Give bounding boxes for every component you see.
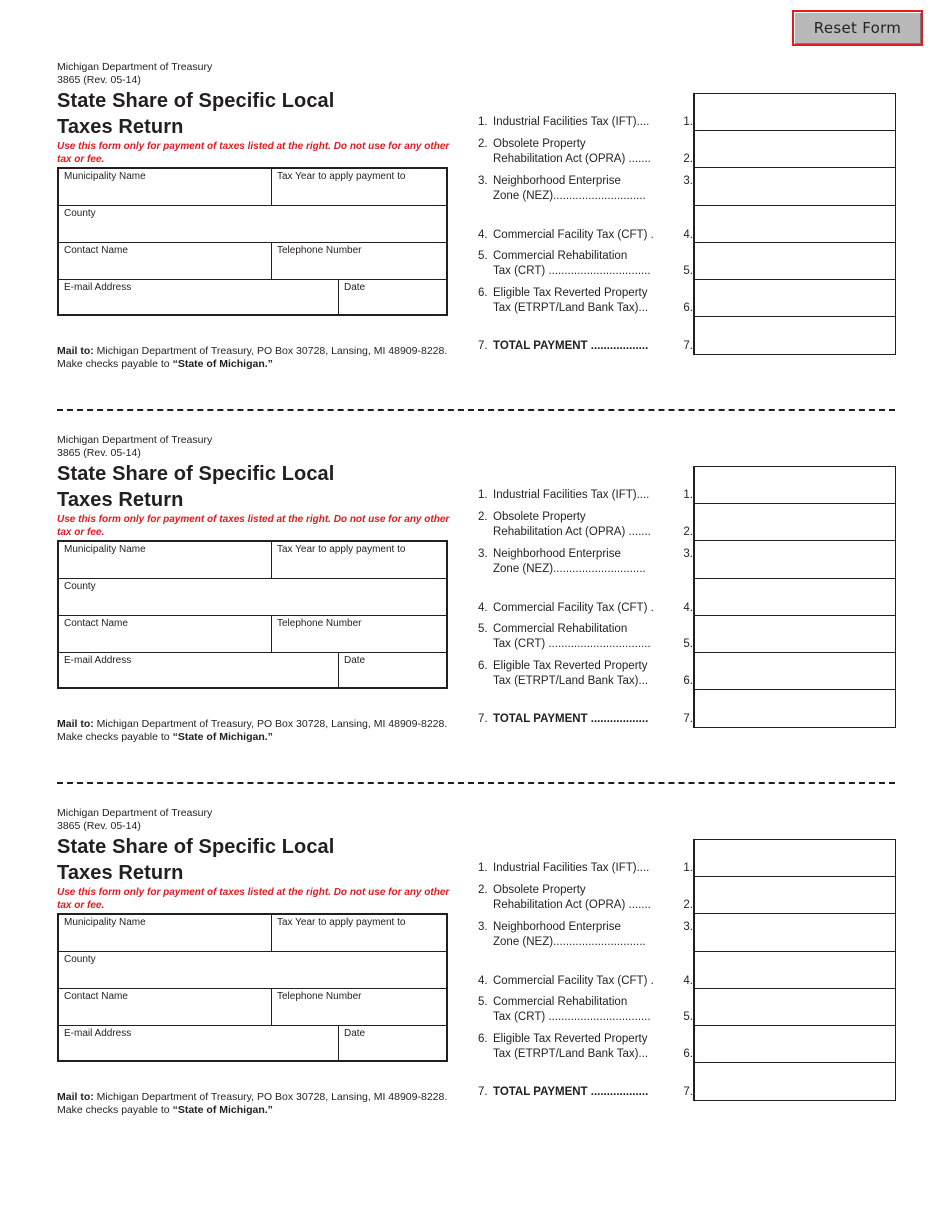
contact-name-label: Contact Name — [64, 618, 128, 629]
email-input[interactable] — [61, 294, 336, 314]
amount-cell — [695, 914, 895, 952]
tax-line-description — [493, 547, 673, 577]
contact-name-input[interactable] — [61, 630, 269, 650]
tax-line-6 — [478, 659, 693, 691]
county-input[interactable] — [61, 966, 444, 986]
tax-line-5 — [478, 249, 693, 281]
tax-line-ref-number: 4. — [683, 229, 693, 241]
tax-line-number: 5. — [478, 250, 488, 262]
mail-address: Michigan Department of Treasury, PO Box 30728, Lansing, MI 48909-8228. — [96, 345, 448, 357]
tax-line-description — [493, 1032, 673, 1062]
telephone-label: Telephone Number — [277, 245, 362, 256]
date-input[interactable] — [341, 667, 444, 687]
tax-line-text-1: Neighborhood Enterprise — [493, 175, 621, 187]
county-input[interactable] — [61, 593, 444, 613]
tax-line-text-2: Tax (ETRPT/Land Bank Tax)... — [493, 302, 649, 314]
tax-line-ref-number: 7. — [683, 340, 693, 352]
form-revision: 3865 (Rev. 05-14) — [57, 820, 141, 832]
tax-line-ref-number: 1. — [683, 862, 693, 874]
email-input[interactable] — [61, 667, 336, 687]
tax-year-input[interactable] — [274, 556, 444, 576]
email-input[interactable] — [61, 1040, 336, 1060]
tax-year-label: Tax Year to apply payment to — [277, 544, 406, 555]
tax-line-text-1: Industrial Facilities Tax (IFT).... — [493, 489, 650, 501]
tax-line-text-2: Tax (CRT) ................................ — [493, 265, 651, 277]
tax-line-text-1: Commercial Rehabilitation — [493, 250, 628, 262]
tax-line-text-2: Rehabilitation Act (OPRA) ....... — [493, 526, 651, 538]
tax-line-description — [493, 659, 673, 689]
tax-line-text-1: Industrial Facilities Tax (IFT).... — [493, 862, 650, 874]
tax-line-text-1: Obsolete Property — [493, 511, 586, 523]
tax-line-text-1: Eligible Tax Reverted Property — [493, 287, 648, 299]
tax-line-number: 4. — [478, 975, 488, 987]
cut-line-2 — [57, 782, 895, 784]
department-name: Michigan Department of Treasury — [57, 61, 213, 73]
telephone-input[interactable] — [274, 257, 444, 277]
mail-to-label: Mail to: — [57, 1091, 94, 1103]
tax-line-text-1: Neighborhood Enterprise — [493, 921, 621, 933]
amount-cell — [695, 1063, 895, 1102]
tax-line-ref-number: 6. — [683, 302, 693, 314]
tax-line-2 — [478, 510, 693, 542]
tax-line-description — [493, 1085, 673, 1100]
amount-column-rule — [693, 839, 695, 1101]
tax-line-3 — [478, 174, 693, 206]
tax-line-text-1: Obsolete Property — [493, 884, 586, 896]
municipality-label: Municipality Name — [64, 171, 146, 182]
tax-line-text-2: Tax (ETRPT/Land Bank Tax)... — [493, 1048, 649, 1060]
tax-line-number: 7. — [478, 1086, 488, 1098]
mail-to-line — [57, 718, 477, 731]
mail-to-label: Mail to: — [57, 345, 94, 357]
tax-line-description — [493, 339, 673, 354]
tax-line-description — [493, 712, 673, 727]
tax-line-description — [493, 601, 673, 616]
tax-line-description — [493, 137, 673, 167]
amount-cell — [695, 280, 895, 317]
tax-line-text-1: Commercial Facility Tax (CFT) . — [493, 975, 654, 987]
tax-line-number: 1. — [478, 862, 488, 874]
tax-line-description — [493, 228, 673, 243]
amount-cell — [695, 952, 895, 989]
tax-line-ref-number: 7. — [683, 713, 693, 725]
tax-amount-input-2[interactable] — [695, 504, 895, 540]
tax-line-text-1: Commercial Facility Tax (CFT) . — [493, 229, 654, 241]
reset-form-button[interactable]: Reset Form — [792, 10, 923, 46]
tax-line-7 — [478, 712, 693, 744]
total-payment-input[interactable] — [695, 1063, 895, 1102]
tax-line-number: 2. — [478, 138, 488, 150]
tax-amount-input-6[interactable] — [695, 1026, 895, 1062]
tax-line-description — [493, 488, 673, 503]
tax-amount-input-1[interactable] — [695, 467, 895, 503]
tax-line-2 — [478, 137, 693, 169]
tax-amount-input-5[interactable] — [695, 616, 895, 652]
tax-year-input[interactable] — [274, 183, 444, 203]
tax-line-2 — [478, 883, 693, 915]
tax-line-description — [493, 861, 673, 876]
mail-address: Michigan Department of Treasury, PO Box 30728, Lansing, MI 48909-8228. — [96, 718, 448, 730]
checks-payee: “State of Michigan.” — [172, 358, 273, 370]
tax-amount-input-1[interactable] — [695, 94, 895, 130]
tax-year-input[interactable] — [274, 929, 444, 949]
amount-column — [694, 93, 896, 355]
county-label: County — [64, 581, 96, 592]
tax-line-description — [493, 920, 673, 950]
tax-line-text-2: Zone (NEZ)............................. — [493, 936, 646, 948]
county-label: County — [64, 954, 96, 965]
usage-warning: Use this form only for payment of taxes listed at the right. Do not use for any other tax or fee. — [57, 514, 450, 538]
tax-line-text-1: Industrial Facilities Tax (IFT).... — [493, 116, 650, 128]
contact-name-label: Contact Name — [64, 991, 128, 1002]
amount-cell — [695, 504, 895, 541]
amount-column — [694, 839, 896, 1101]
tax-line-text-1: Commercial Rehabilitation — [493, 996, 628, 1008]
tax-line-number: 2. — [478, 511, 488, 523]
email-label: E-mail Address — [64, 655, 132, 666]
tax-amount-input-3[interactable] — [695, 168, 895, 205]
tax-line-text-2: Zone (NEZ)............................. — [493, 563, 646, 575]
amount-cell — [695, 579, 895, 616]
tax-line-ref-number: 3. — [683, 175, 693, 187]
tax-line-ref-number: 2. — [683, 153, 693, 165]
checks-payee: “State of Michigan.” — [172, 731, 273, 743]
amount-cell — [695, 1026, 895, 1063]
amount-column-rule — [693, 466, 695, 728]
tax-line-description — [493, 622, 673, 652]
amount-cell — [695, 243, 895, 280]
amount-column-rule — [693, 93, 695, 355]
date-input[interactable] — [341, 294, 444, 314]
tax-amount-input-2[interactable] — [695, 131, 895, 167]
contact-name-input[interactable] — [61, 1003, 269, 1023]
tax-line-number: 7. — [478, 340, 488, 352]
tax-line-ref-number: 6. — [683, 675, 693, 687]
checks-payable-text: Make checks payable to — [57, 731, 170, 743]
amount-cell — [695, 467, 895, 504]
tax-line-description — [493, 995, 673, 1025]
tax-line-text-2: Tax (CRT) ................................ — [493, 1011, 651, 1023]
department-name: Michigan Department of Treasury — [57, 807, 213, 819]
cut-line-1 — [57, 409, 895, 411]
form-revision: 3865 (Rev. 05-14) — [57, 447, 141, 459]
tax-line-7 — [478, 1085, 693, 1117]
contact-name-label: Contact Name — [64, 245, 128, 256]
municipality-label: Municipality Name — [64, 917, 146, 928]
tax-line-description — [493, 249, 673, 279]
tax-amount-input-3[interactable] — [695, 914, 895, 951]
tax-line-number: 2. — [478, 884, 488, 896]
form-title-line-2: Taxes Return — [57, 116, 184, 138]
amount-cell — [695, 168, 895, 206]
checks-payable-line — [57, 358, 477, 371]
date-label: Date — [344, 282, 366, 293]
telephone-label: Telephone Number — [277, 991, 362, 1002]
tax-line-number: 4. — [478, 229, 488, 241]
tax-line-text-1: TOTAL PAYMENT .................. — [493, 713, 649, 725]
tax-line-number: 6. — [478, 1033, 488, 1045]
telephone-input[interactable] — [274, 630, 444, 650]
tax-line-description — [493, 174, 673, 204]
taxpayer-info-box — [57, 540, 448, 689]
tax-line-6 — [478, 1032, 693, 1064]
checks-payee: “State of Michigan.” — [172, 1104, 273, 1116]
tax-line-ref-number: 3. — [683, 921, 693, 933]
tax-line-text-1: Obsolete Property — [493, 138, 586, 150]
amount-cell — [695, 840, 895, 877]
tax-line-ref-number: 3. — [683, 548, 693, 560]
tax-line-text-2: Rehabilitation Act (OPRA) ....... — [493, 899, 651, 911]
form-title-line-1: State Share of Specific Local — [57, 463, 335, 485]
municipality-name-input[interactable] — [61, 183, 269, 203]
tax-line-number: 5. — [478, 996, 488, 1008]
form-title-line-1: State Share of Specific Local — [57, 836, 335, 858]
amount-cell — [695, 94, 895, 131]
telephone-label: Telephone Number — [277, 618, 362, 629]
tax-line-ref-number: 6. — [683, 1048, 693, 1060]
tax-line-text-2: Zone (NEZ)............................. — [493, 190, 646, 202]
county-label: County — [64, 208, 96, 219]
tax-line-ref-number: 5. — [683, 265, 693, 277]
amount-cell — [695, 206, 895, 243]
department-name: Michigan Department of Treasury — [57, 434, 213, 446]
mail-to-line — [57, 345, 477, 358]
tax-line-3 — [478, 920, 693, 952]
tax-line-number: 6. — [478, 287, 488, 299]
amount-column — [694, 466, 896, 728]
tax-amount-input-2[interactable] — [695, 877, 895, 913]
amount-cell — [695, 541, 895, 579]
form-title-line-1: State Share of Specific Local — [57, 90, 335, 112]
telephone-input[interactable] — [274, 1003, 444, 1023]
tax-line-text-1: TOTAL PAYMENT .................. — [493, 340, 649, 352]
tax-line-ref-number: 1. — [683, 116, 693, 128]
tax-amount-input-6[interactable] — [695, 653, 895, 689]
tax-amount-input-5[interactable] — [695, 243, 895, 279]
mail-address: Michigan Department of Treasury, PO Box 30728, Lansing, MI 48909-8228. — [96, 1091, 448, 1103]
county-input[interactable] — [61, 220, 444, 240]
tax-amount-input-4[interactable] — [695, 952, 895, 988]
tax-line-text-1: Commercial Facility Tax (CFT) . — [493, 602, 654, 614]
total-payment-input[interactable] — [695, 690, 895, 729]
tax-line-number: 1. — [478, 116, 488, 128]
tax-line-number: 6. — [478, 660, 488, 672]
amount-cell — [695, 131, 895, 168]
tax-return-form-1 — [0, 60, 950, 432]
tax-line-description — [493, 510, 673, 540]
tax-year-label: Tax Year to apply payment to — [277, 917, 406, 928]
date-input[interactable] — [341, 1040, 444, 1060]
usage-warning: Use this form only for payment of taxes listed at the right. Do not use for any other tax or fee. — [57, 141, 450, 165]
tax-line-7 — [478, 339, 693, 371]
tax-line-text-2: Rehabilitation Act (OPRA) ....... — [493, 153, 651, 165]
tax-return-form-2 — [0, 433, 950, 805]
taxpayer-info-box — [57, 913, 448, 1062]
date-label: Date — [344, 1028, 366, 1039]
date-label: Date — [344, 655, 366, 666]
mail-to-line — [57, 1091, 477, 1104]
tax-line-number: 4. — [478, 602, 488, 614]
tax-line-number: 7. — [478, 713, 488, 725]
tax-line-5 — [478, 622, 693, 654]
checks-payable-line — [57, 1104, 477, 1117]
tax-line-description — [493, 115, 673, 130]
tax-line-ref-number: 2. — [683, 899, 693, 911]
amount-cell — [695, 690, 895, 729]
tax-line-ref-number: 2. — [683, 526, 693, 538]
tax-amount-input-1[interactable] — [695, 840, 895, 876]
form-title-line-2: Taxes Return — [57, 862, 184, 884]
email-label: E-mail Address — [64, 282, 132, 293]
checks-payable-text: Make checks payable to — [57, 1104, 170, 1116]
tax-line-description — [493, 286, 673, 316]
tax-line-number: 3. — [478, 175, 488, 187]
tax-line-description — [493, 883, 673, 913]
tax-line-text-1: Eligible Tax Reverted Property — [493, 660, 648, 672]
contact-name-input[interactable] — [61, 257, 269, 277]
tax-line-text-1: Commercial Rehabilitation — [493, 623, 628, 635]
tax-amount-input-4[interactable] — [695, 206, 895, 242]
tax-amount-input-6[interactable] — [695, 280, 895, 316]
tax-line-6 — [478, 286, 693, 318]
tax-amount-input-5[interactable] — [695, 989, 895, 1025]
tax-return-form-3 — [0, 806, 950, 1178]
tax-line-text-1: Neighborhood Enterprise — [493, 548, 621, 560]
municipality-label: Municipality Name — [64, 544, 146, 555]
taxpayer-info-box — [57, 167, 448, 316]
tax-line-ref-number: 7. — [683, 1086, 693, 1098]
tax-line-ref-number: 5. — [683, 1011, 693, 1023]
tax-line-text-2: Tax (ETRPT/Land Bank Tax)... — [493, 675, 649, 687]
tax-line-text-2: Tax (CRT) ................................ — [493, 638, 651, 650]
municipality-name-input[interactable] — [61, 929, 269, 949]
form-title-line-2: Taxes Return — [57, 489, 184, 511]
tax-line-number: 3. — [478, 921, 488, 933]
amount-cell — [695, 877, 895, 914]
tax-line-text-1: TOTAL PAYMENT .................. — [493, 1086, 649, 1098]
amount-cell — [695, 989, 895, 1026]
email-label: E-mail Address — [64, 1028, 132, 1039]
tax-amount-input-3[interactable] — [695, 541, 895, 578]
form-revision: 3865 (Rev. 05-14) — [57, 74, 141, 86]
total-payment-input[interactable] — [695, 317, 895, 356]
tax-line-description — [493, 974, 673, 989]
amount-cell — [695, 317, 895, 356]
tax-line-ref-number: 5. — [683, 638, 693, 650]
tax-line-text-1: Eligible Tax Reverted Property — [493, 1033, 648, 1045]
tax-line-number: 3. — [478, 548, 488, 560]
tax-line-number: 5. — [478, 623, 488, 635]
checks-payable-line — [57, 731, 477, 744]
mail-to-label: Mail to: — [57, 718, 94, 730]
tax-line-ref-number: 4. — [683, 975, 693, 987]
amount-cell — [695, 616, 895, 653]
tax-line-ref-number: 4. — [683, 602, 693, 614]
tax-line-ref-number: 1. — [683, 489, 693, 501]
usage-warning: Use this form only for payment of taxes listed at the right. Do not use for any other tax or fee. — [57, 887, 450, 911]
checks-payable-text: Make checks payable to — [57, 358, 170, 370]
tax-year-label: Tax Year to apply payment to — [277, 171, 406, 182]
tax-line-5 — [478, 995, 693, 1027]
tax-line-3 — [478, 547, 693, 579]
amount-cell — [695, 653, 895, 690]
tax-amount-input-4[interactable] — [695, 579, 895, 615]
tax-line-number: 1. — [478, 489, 488, 501]
municipality-name-input[interactable] — [61, 556, 269, 576]
